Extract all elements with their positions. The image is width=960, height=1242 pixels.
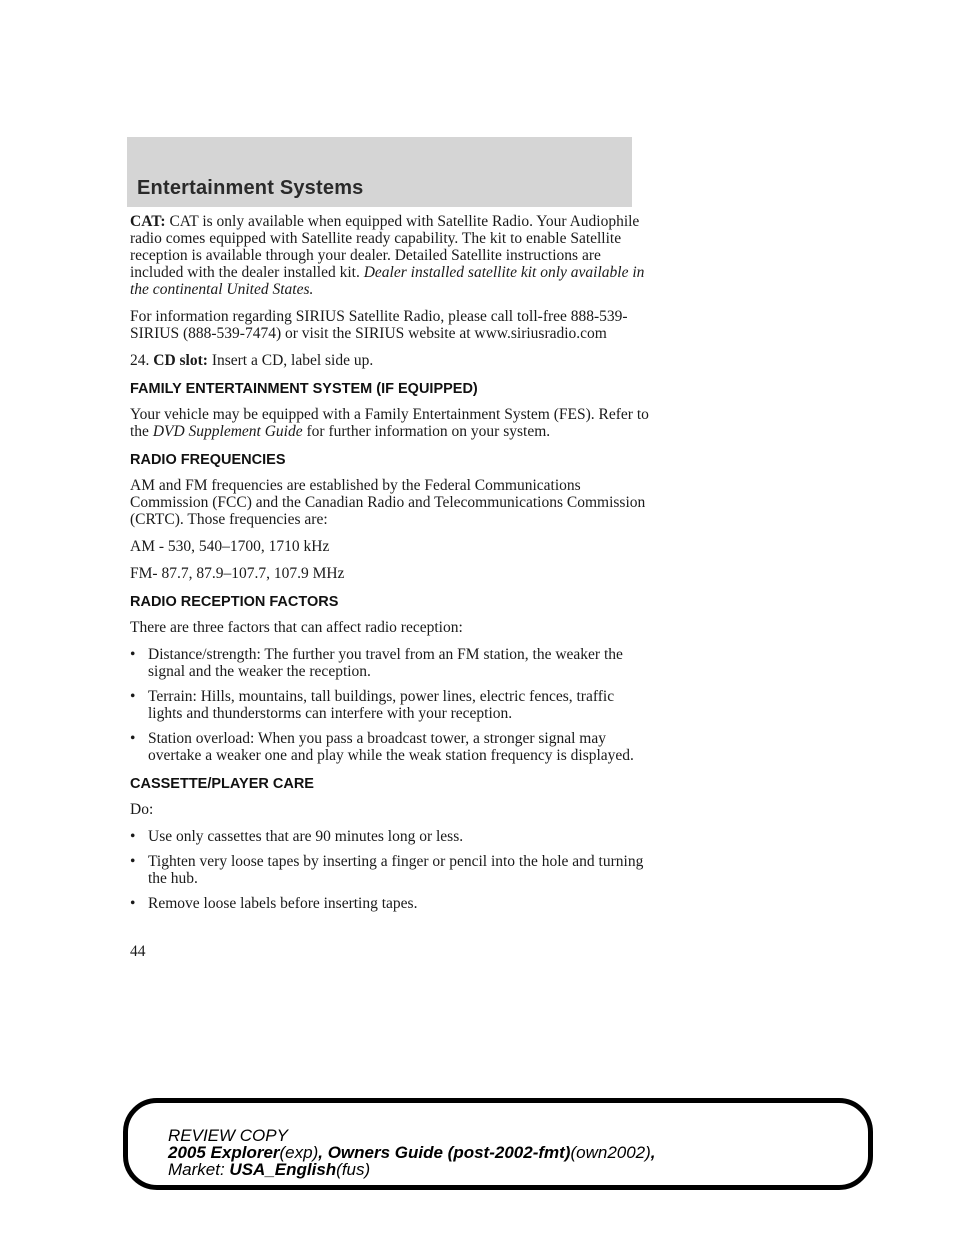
bullet-icon: • xyxy=(130,828,136,845)
frequencies-heading: RADIO FREQUENCIES xyxy=(130,452,286,468)
cd-slot-paragraph xyxy=(130,352,650,369)
review-guide: Owners Guide (post-2002-fmt) xyxy=(327,1143,571,1162)
reception-intro: There are three factors that can affect radio reception: xyxy=(130,619,463,636)
list-item-text: Use only cassettes that are 90 minutes long or less. xyxy=(148,828,464,845)
review-comma: , xyxy=(650,1143,656,1162)
review-market-line xyxy=(168,1161,656,1178)
cat-label: CAT: xyxy=(130,213,166,230)
cassette-do-label: Do: xyxy=(130,801,154,818)
fes-text-after: for further information on your system. xyxy=(306,423,551,440)
list-item-text: Terrain: Hills, mountains, tall buildings, power lines, electric fences, traffic lights and thunderstorms can interfere with your reception. xyxy=(148,688,615,722)
bullet-icon: • xyxy=(130,895,136,912)
cd-slot-text: Insert a CD, label side up. xyxy=(211,352,374,369)
list-item-text: Station overload: When you pass a broadcast tower, a stronger signal may overtake a weaker one and play while the weak station frequency is displayed. xyxy=(148,730,634,764)
section-header xyxy=(127,137,632,207)
list-item-text: Remove loose labels before inserting tapes. xyxy=(148,895,418,912)
review-copy-box xyxy=(123,1098,873,1190)
list-item-text: Distance/strength: The further you travel from an FM station, the weaker the signal and the weaker the reception. xyxy=(148,646,623,680)
watermark: carmanualsonline.info xyxy=(702,1222,848,1239)
cat-italic-note: Dealer installed satellite kit only available in the continental United States. xyxy=(130,264,645,298)
fm-frequencies: FM- 87.7, 87.9–107.7, 107.9 MHz xyxy=(130,565,345,582)
cassette-heading: CASSETTE/PLAYER CARE xyxy=(130,776,314,792)
fes-paragraph xyxy=(130,406,650,440)
review-market: USA_English xyxy=(229,1160,337,1179)
cat-paragraph xyxy=(130,213,650,298)
list-item-text: Tighten very loose tapes by inserting a finger or pencil into the hole and turning the hub. xyxy=(148,853,644,887)
sirius-info: For information regarding SIRIUS Satellite Radio, please call toll-free 888-539-SIRIUS (888-539-7474) or visit the SIRIUS website at www.siriusradio.com xyxy=(130,308,628,342)
cassette-list xyxy=(130,828,650,912)
page-number: 44 xyxy=(130,943,146,960)
reception-list xyxy=(130,646,650,764)
review-copy-lines xyxy=(168,1127,656,1178)
cat-text: CAT is only available when equipped with Satellite Radio. Your Audiophile radio comes equipped with Satellite ready capability. The kit to enable Satellite reception is available through your dealer. Detailed Satellite instructions are included with the dealer installed kit. xyxy=(130,213,640,281)
bullet-icon: • xyxy=(130,730,136,747)
review-market-code: (fus) xyxy=(336,1160,371,1179)
bullet-icon: • xyxy=(130,853,136,870)
list-item xyxy=(130,853,650,887)
list-item xyxy=(130,688,650,722)
am-frequencies: AM - 530, 540–1700, 1710 kHz xyxy=(130,538,330,555)
cd-slot-number: 24. xyxy=(130,352,150,369)
list-item xyxy=(130,895,650,912)
review-comma: , xyxy=(318,1143,328,1162)
list-item xyxy=(130,646,650,680)
page-content xyxy=(130,213,650,920)
review-model-code: (exp) xyxy=(279,1143,319,1162)
cd-slot-label: CD slot: xyxy=(153,352,208,369)
review-guide-code: (own2002) xyxy=(570,1143,651,1162)
reception-heading: RADIO RECEPTION FACTORS xyxy=(130,594,339,610)
review-model-line xyxy=(168,1144,656,1161)
list-item xyxy=(130,828,650,845)
fes-heading: FAMILY ENTERTAINMENT SYSTEM (IF EQUIPPED) xyxy=(130,381,478,397)
review-market-label: Market: xyxy=(168,1160,225,1179)
fes-text-before: Your vehicle may be equipped with a Family Entertainment System (FES). Refer to the xyxy=(130,406,649,440)
bullet-icon: • xyxy=(130,688,136,705)
review-model: 2005 Explorer xyxy=(168,1143,280,1162)
frequencies-text: AM and FM frequencies are established by the Federal Communications Commission (FCC) and the Canadian Radio and Telecommunications Commission (CRTC). Those frequencies are: xyxy=(130,477,646,528)
list-item xyxy=(130,730,650,764)
bullet-icon: • xyxy=(130,646,136,663)
review-copy-label: REVIEW COPY xyxy=(168,1126,288,1145)
section-title: Entertainment Systems xyxy=(137,177,364,199)
fes-italic-ref: DVD Supplement Guide xyxy=(152,423,303,440)
